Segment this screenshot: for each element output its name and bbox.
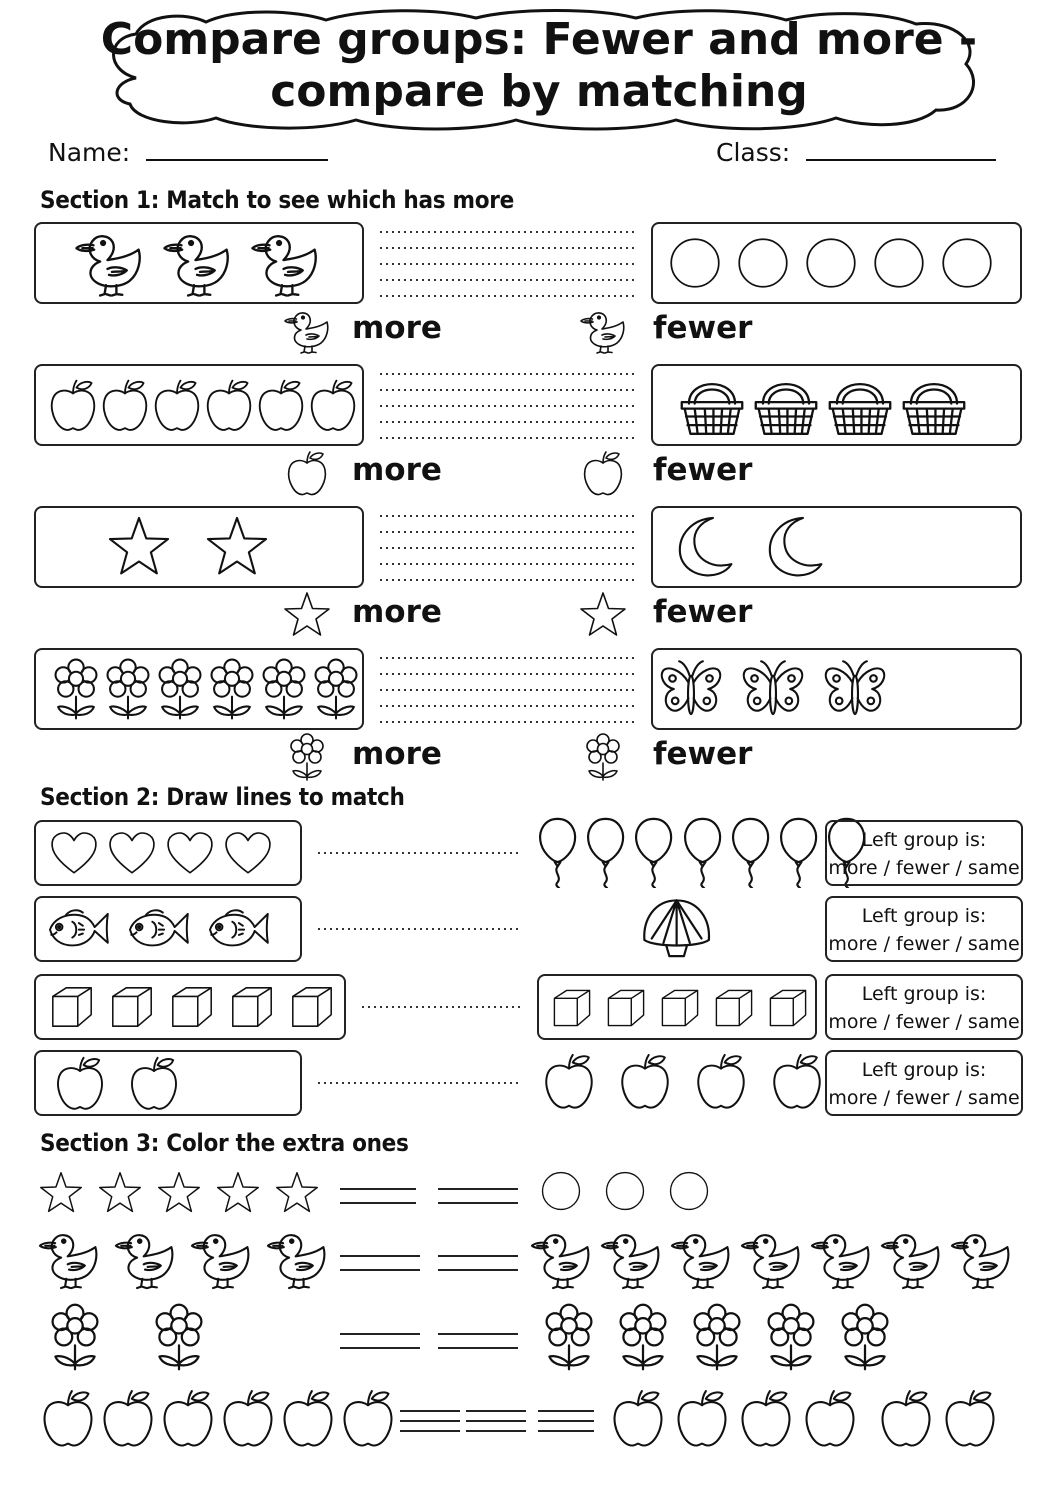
duck-icon[interactable] (264, 1226, 330, 1292)
star-icon[interactable] (578, 590, 628, 640)
apple-icon[interactable] (96, 1386, 160, 1450)
fish-icon (46, 906, 112, 952)
title-line-1: Compare groups: Fewer and more - (100, 14, 978, 65)
duck-icon (160, 226, 234, 300)
section-3-heading: Section 3: Color the extra ones (40, 1129, 409, 1157)
matching-dotted-lines[interactable] (380, 230, 638, 298)
matching-dotted-lines[interactable] (380, 372, 638, 440)
duck-icon (72, 226, 146, 300)
answer-options[interactable]: more / fewer / same (828, 1011, 1020, 1033)
star-icon[interactable] (38, 1170, 84, 1216)
cube-icon (48, 983, 96, 1031)
duck-icon[interactable] (948, 1226, 1014, 1292)
flower-icon[interactable] (144, 1302, 214, 1372)
star-icon[interactable] (156, 1170, 202, 1216)
duck-icon[interactable] (112, 1226, 178, 1292)
apple-icon (124, 1053, 184, 1113)
match-dotted-line[interactable] (318, 927, 520, 931)
shell-icon (640, 896, 713, 962)
heart-icon (164, 827, 216, 879)
duck-icon[interactable] (598, 1226, 664, 1292)
answer-line[interactable] (438, 1254, 518, 1272)
duck-icon[interactable] (36, 1226, 102, 1292)
cube-icon (168, 983, 216, 1031)
answer-options[interactable]: more / fewer / same (828, 933, 1020, 955)
cube-icon (288, 983, 336, 1031)
apple-icon (96, 376, 154, 434)
apple-icon[interactable] (734, 1386, 798, 1450)
fish-icon (206, 906, 272, 952)
answer-prompt: Left group is: (861, 905, 987, 927)
circle-icon (940, 236, 994, 290)
answer-line[interactable] (538, 1409, 594, 1433)
answer-line[interactable] (466, 1409, 526, 1433)
apple-icon (538, 1050, 600, 1112)
cube-icon (604, 986, 648, 1030)
class-field[interactable] (716, 138, 996, 167)
star-icon[interactable] (274, 1170, 320, 1216)
duck-icon[interactable] (668, 1226, 734, 1292)
heart-icon (106, 827, 158, 879)
duck-icon[interactable] (578, 306, 628, 356)
class-label: Class: (716, 138, 791, 167)
page-title (96, 14, 982, 118)
circle-icon (668, 236, 722, 290)
section-1-heading: Section 1: Match to see which has more (40, 186, 514, 214)
title-line-2: compare by matching (270, 66, 808, 117)
answer-prompt: Left group is: (861, 1059, 987, 1081)
balloon-icon (681, 816, 724, 888)
circle-icon (804, 236, 858, 290)
apple-icon[interactable] (938, 1386, 1002, 1450)
balloon-icon (584, 816, 627, 888)
fewer-choice-label[interactable]: fewer (653, 452, 753, 488)
cube-icon (766, 986, 810, 1030)
answer-line[interactable] (340, 1332, 420, 1350)
answer-options[interactable]: more / fewer / same (828, 1087, 1020, 1109)
apple-icon (614, 1050, 676, 1112)
cube-icon (712, 986, 756, 1030)
more-choice-label[interactable]: more (352, 594, 442, 630)
apple-icon[interactable] (156, 1386, 220, 1450)
star-icon[interactable] (282, 590, 332, 640)
apple-icon[interactable] (336, 1386, 400, 1450)
moon-icon (672, 514, 738, 580)
left-group-box (34, 506, 364, 588)
balloon-icon (729, 816, 772, 888)
apple-icon[interactable] (606, 1386, 670, 1450)
matching-dotted-lines[interactable] (380, 514, 638, 582)
answer-line[interactable] (438, 1332, 518, 1350)
butterfly-icon (658, 656, 724, 722)
class-blank-line[interactable] (806, 159, 996, 161)
balloon-icon (536, 816, 579, 888)
answer-line[interactable] (340, 1254, 420, 1272)
circle-icon[interactable] (540, 1170, 582, 1212)
flower-icon[interactable] (40, 1302, 110, 1372)
fewer-choice-label[interactable]: fewer (653, 594, 753, 630)
answer-line[interactable] (438, 1187, 518, 1205)
balloon-icon (777, 816, 820, 888)
apple-icon[interactable] (578, 448, 628, 498)
basket-icon (898, 369, 970, 441)
star-icon (106, 514, 172, 580)
basket-icon (750, 369, 822, 441)
apple-icon (148, 376, 206, 434)
apple-icon (252, 376, 310, 434)
apple-icon (200, 376, 258, 434)
duck-icon[interactable] (188, 1226, 254, 1292)
apple-icon[interactable] (276, 1386, 340, 1450)
apple-icon[interactable] (798, 1386, 862, 1450)
apple-icon[interactable] (670, 1386, 734, 1450)
balloon-icon (632, 816, 675, 888)
circle-icon (736, 236, 790, 290)
cube-icon (550, 986, 594, 1030)
answer-prompt: Left group is: (861, 829, 987, 851)
circle-icon (872, 236, 926, 290)
more-choice-label[interactable]: more (352, 310, 442, 346)
moon-icon (762, 514, 828, 580)
star-icon[interactable] (97, 1170, 143, 1216)
matching-dotted-lines[interactable] (380, 656, 638, 724)
apple-icon (44, 376, 102, 434)
circle-icon[interactable] (668, 1170, 710, 1212)
apple-icon (304, 376, 362, 434)
fewer-choice-label[interactable]: fewer (653, 736, 753, 772)
apple-icon[interactable] (36, 1386, 100, 1450)
answer-line[interactable] (340, 1187, 416, 1205)
answer-options[interactable]: more / fewer / same (828, 857, 1020, 879)
flower-icon[interactable] (830, 1302, 900, 1372)
flower-icon (304, 657, 368, 721)
star-icon[interactable] (215, 1170, 261, 1216)
cube-icon (108, 983, 156, 1031)
duck-icon (248, 226, 322, 300)
flower-icon[interactable] (682, 1302, 752, 1372)
flower-icon[interactable] (756, 1302, 826, 1372)
fish-icon (126, 906, 192, 952)
duck-icon[interactable] (808, 1226, 874, 1292)
duck-icon[interactable] (878, 1226, 944, 1292)
heart-icon (222, 827, 274, 879)
flower-icon[interactable] (534, 1302, 604, 1372)
butterfly-icon (740, 656, 806, 722)
more-choice-label[interactable]: more (352, 736, 442, 772)
basket-icon (824, 369, 896, 441)
apple-icon[interactable] (216, 1386, 280, 1450)
answer-choice-box[interactable] (825, 1050, 1023, 1116)
star-icon (204, 514, 270, 580)
more-choice-label[interactable]: more (352, 452, 442, 488)
circle-icon[interactable] (604, 1170, 646, 1212)
name-blank-line[interactable] (146, 159, 328, 161)
duck-icon[interactable] (528, 1226, 594, 1292)
answer-choice-box[interactable] (825, 974, 1023, 1040)
answer-choice-box[interactable] (825, 820, 1023, 886)
heart-icon (48, 827, 100, 879)
apple-icon[interactable] (282, 448, 332, 498)
fewer-choice-label[interactable]: fewer (653, 310, 753, 346)
flower-icon[interactable] (608, 1302, 678, 1372)
answer-choice-box[interactable] (825, 896, 1023, 962)
flower-icon[interactable] (282, 732, 332, 782)
apple-icon[interactable] (874, 1386, 938, 1450)
answer-line[interactable] (400, 1409, 460, 1433)
name-label: Name: (48, 138, 131, 167)
apple-icon (766, 1050, 828, 1112)
flower-icon[interactable] (578, 732, 628, 782)
basket-icon (676, 369, 748, 441)
match-dotted-line[interactable] (318, 1081, 520, 1085)
section-2-heading: Section 2: Draw lines to match (40, 783, 405, 811)
cube-icon (228, 983, 276, 1031)
answer-prompt: Left group is: (861, 983, 987, 1005)
name-field[interactable] (48, 138, 328, 167)
apple-icon (50, 1053, 110, 1113)
match-dotted-line[interactable] (362, 1005, 520, 1009)
duck-icon[interactable] (282, 306, 332, 356)
butterfly-icon (822, 656, 888, 722)
match-dotted-line[interactable] (318, 851, 520, 855)
cube-icon (658, 986, 702, 1030)
duck-icon[interactable] (738, 1226, 804, 1292)
apple-icon (690, 1050, 752, 1112)
